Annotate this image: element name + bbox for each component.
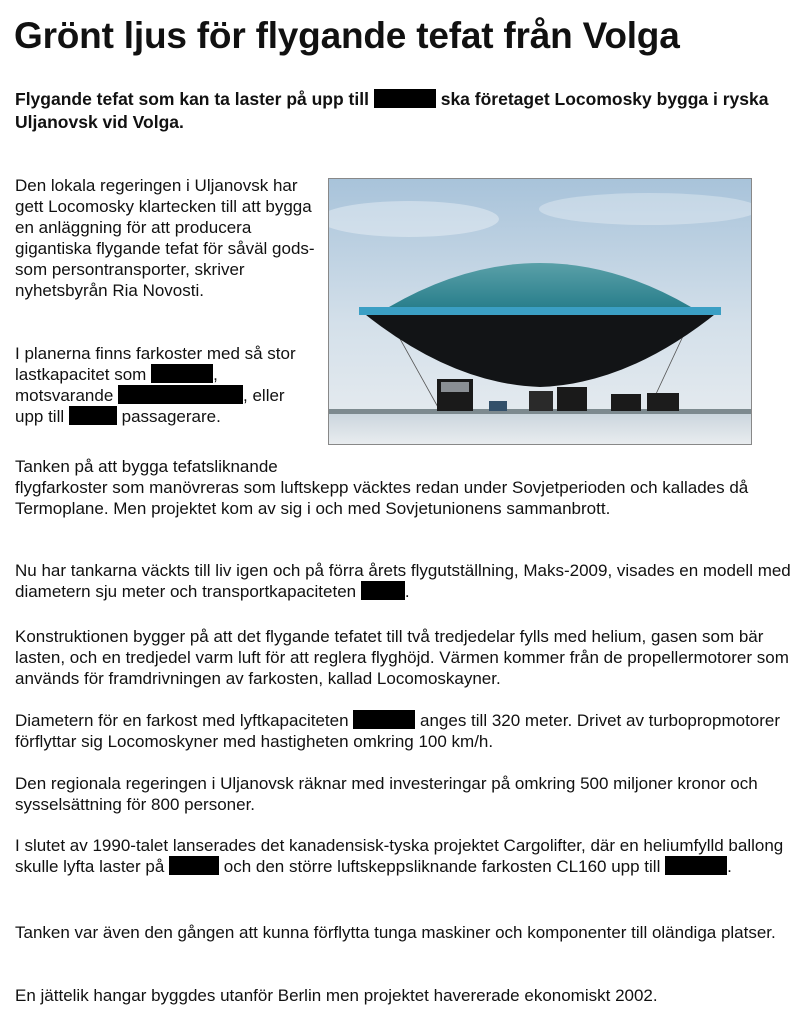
paragraph-2 [15,343,315,427]
p2-text-a: I planerna finns farkoster med så stor lastkapacitet som [15,344,296,384]
p8-text-c: . [727,857,732,876]
redaction-block [374,89,436,108]
paragraph-8 [15,835,795,877]
redaction-block [118,385,243,404]
article-lead [15,88,790,134]
redaction-block [169,856,219,875]
paragraph-7: Den regionala regeringen i Uljanovsk räknar med investeringar på omkring 500 miljoner kronor och sysselsättning för 800 personer. [15,774,758,814]
redaction-block [361,581,405,600]
p4-text-b: . [404,582,410,601]
redaction-block [665,856,727,875]
paragraph-4 [15,560,795,602]
lead-text-b: ska företaget Locomosky bygga i ryska Uljanovsk vid Volga. [15,89,769,132]
lead-text-a: Flygande tefat som kan ta laster på upp till [15,89,369,109]
redaction-block [151,364,213,383]
p3-text-b: flygfarkoster som manövreras som luftskepp väcktes redan under Sovjetperioden och kallades då Termoplane. Men projektet kom av sig i och med Sovjetunionens sammanbrott. [15,478,749,518]
p4-text-a: Nu har tankarna väckts till liv igen och på förra årets flygutställning, Maks-2009, visades en modell med diametern sju meter och transportkapaciteten [15,561,791,601]
paragraph-9: Tanken var även den gången att kunna förflytta tunga maskiner och komponenter till oländiga platser. [15,923,776,942]
p2-text-c: motsvarande [15,386,114,405]
p2-text-f: passagerare. [121,407,221,426]
p6-text-b: anges till 320 meter. Drivet av turbopropmotorer förflyttar sig Locomoskyner med hastigheten omkring 100 km/h. [15,711,781,751]
p8-text-a: I slutet av 1990-talet lanserades det kanadensisk-tyska projektet Cargolifter, där en heliumfylld ballong skulle lyfta laster på [15,836,784,876]
paragraph-10: En jättelik hangar byggdes utanför Berlin men projektet havererade ekonomiskt 2002. [15,986,658,1005]
p6-text-a: Diametern för en farkost med lyftkapaciteten [15,711,349,730]
p8-text-b: och den större luftskeppsliknande farkosten CL160 upp till [223,857,661,876]
redaction-block [353,710,415,729]
p2-text-b: , [213,365,218,384]
redaction-block [69,406,117,425]
paragraph-6 [15,710,795,752]
article-title: Grönt ljus för flygande tefat från Volga [14,15,680,56]
p3-text-a: Tanken på att bygga tefatsliknande [15,457,278,476]
flying-saucer-airship-image [329,179,751,444]
p2-text-d: , eller [243,386,285,405]
paragraph-3 [15,456,795,519]
p2-text-e: upp till [15,407,65,426]
airship-photo [328,178,752,445]
paragraph-1: Den lokala regeringen i Uljanovsk har gett Locomosky klartecken till att bygga en anläggning för att producera gigantiska flygande tefat för såväl gods- som persontransporter, skriver nyhetsbyrån Ria Novosti. [15,176,315,300]
paragraph-5: Konstruktionen bygger på att det flygande tefatet till två tredjedelar fylls med helium, gasen som bär lasten, och en tredjedel varm luft för att reglera flyghöjd. Värmen kommer från de propellermotorer som används för framdrivningen av farkosten, kallad Locomoskayner. [15,627,789,688]
